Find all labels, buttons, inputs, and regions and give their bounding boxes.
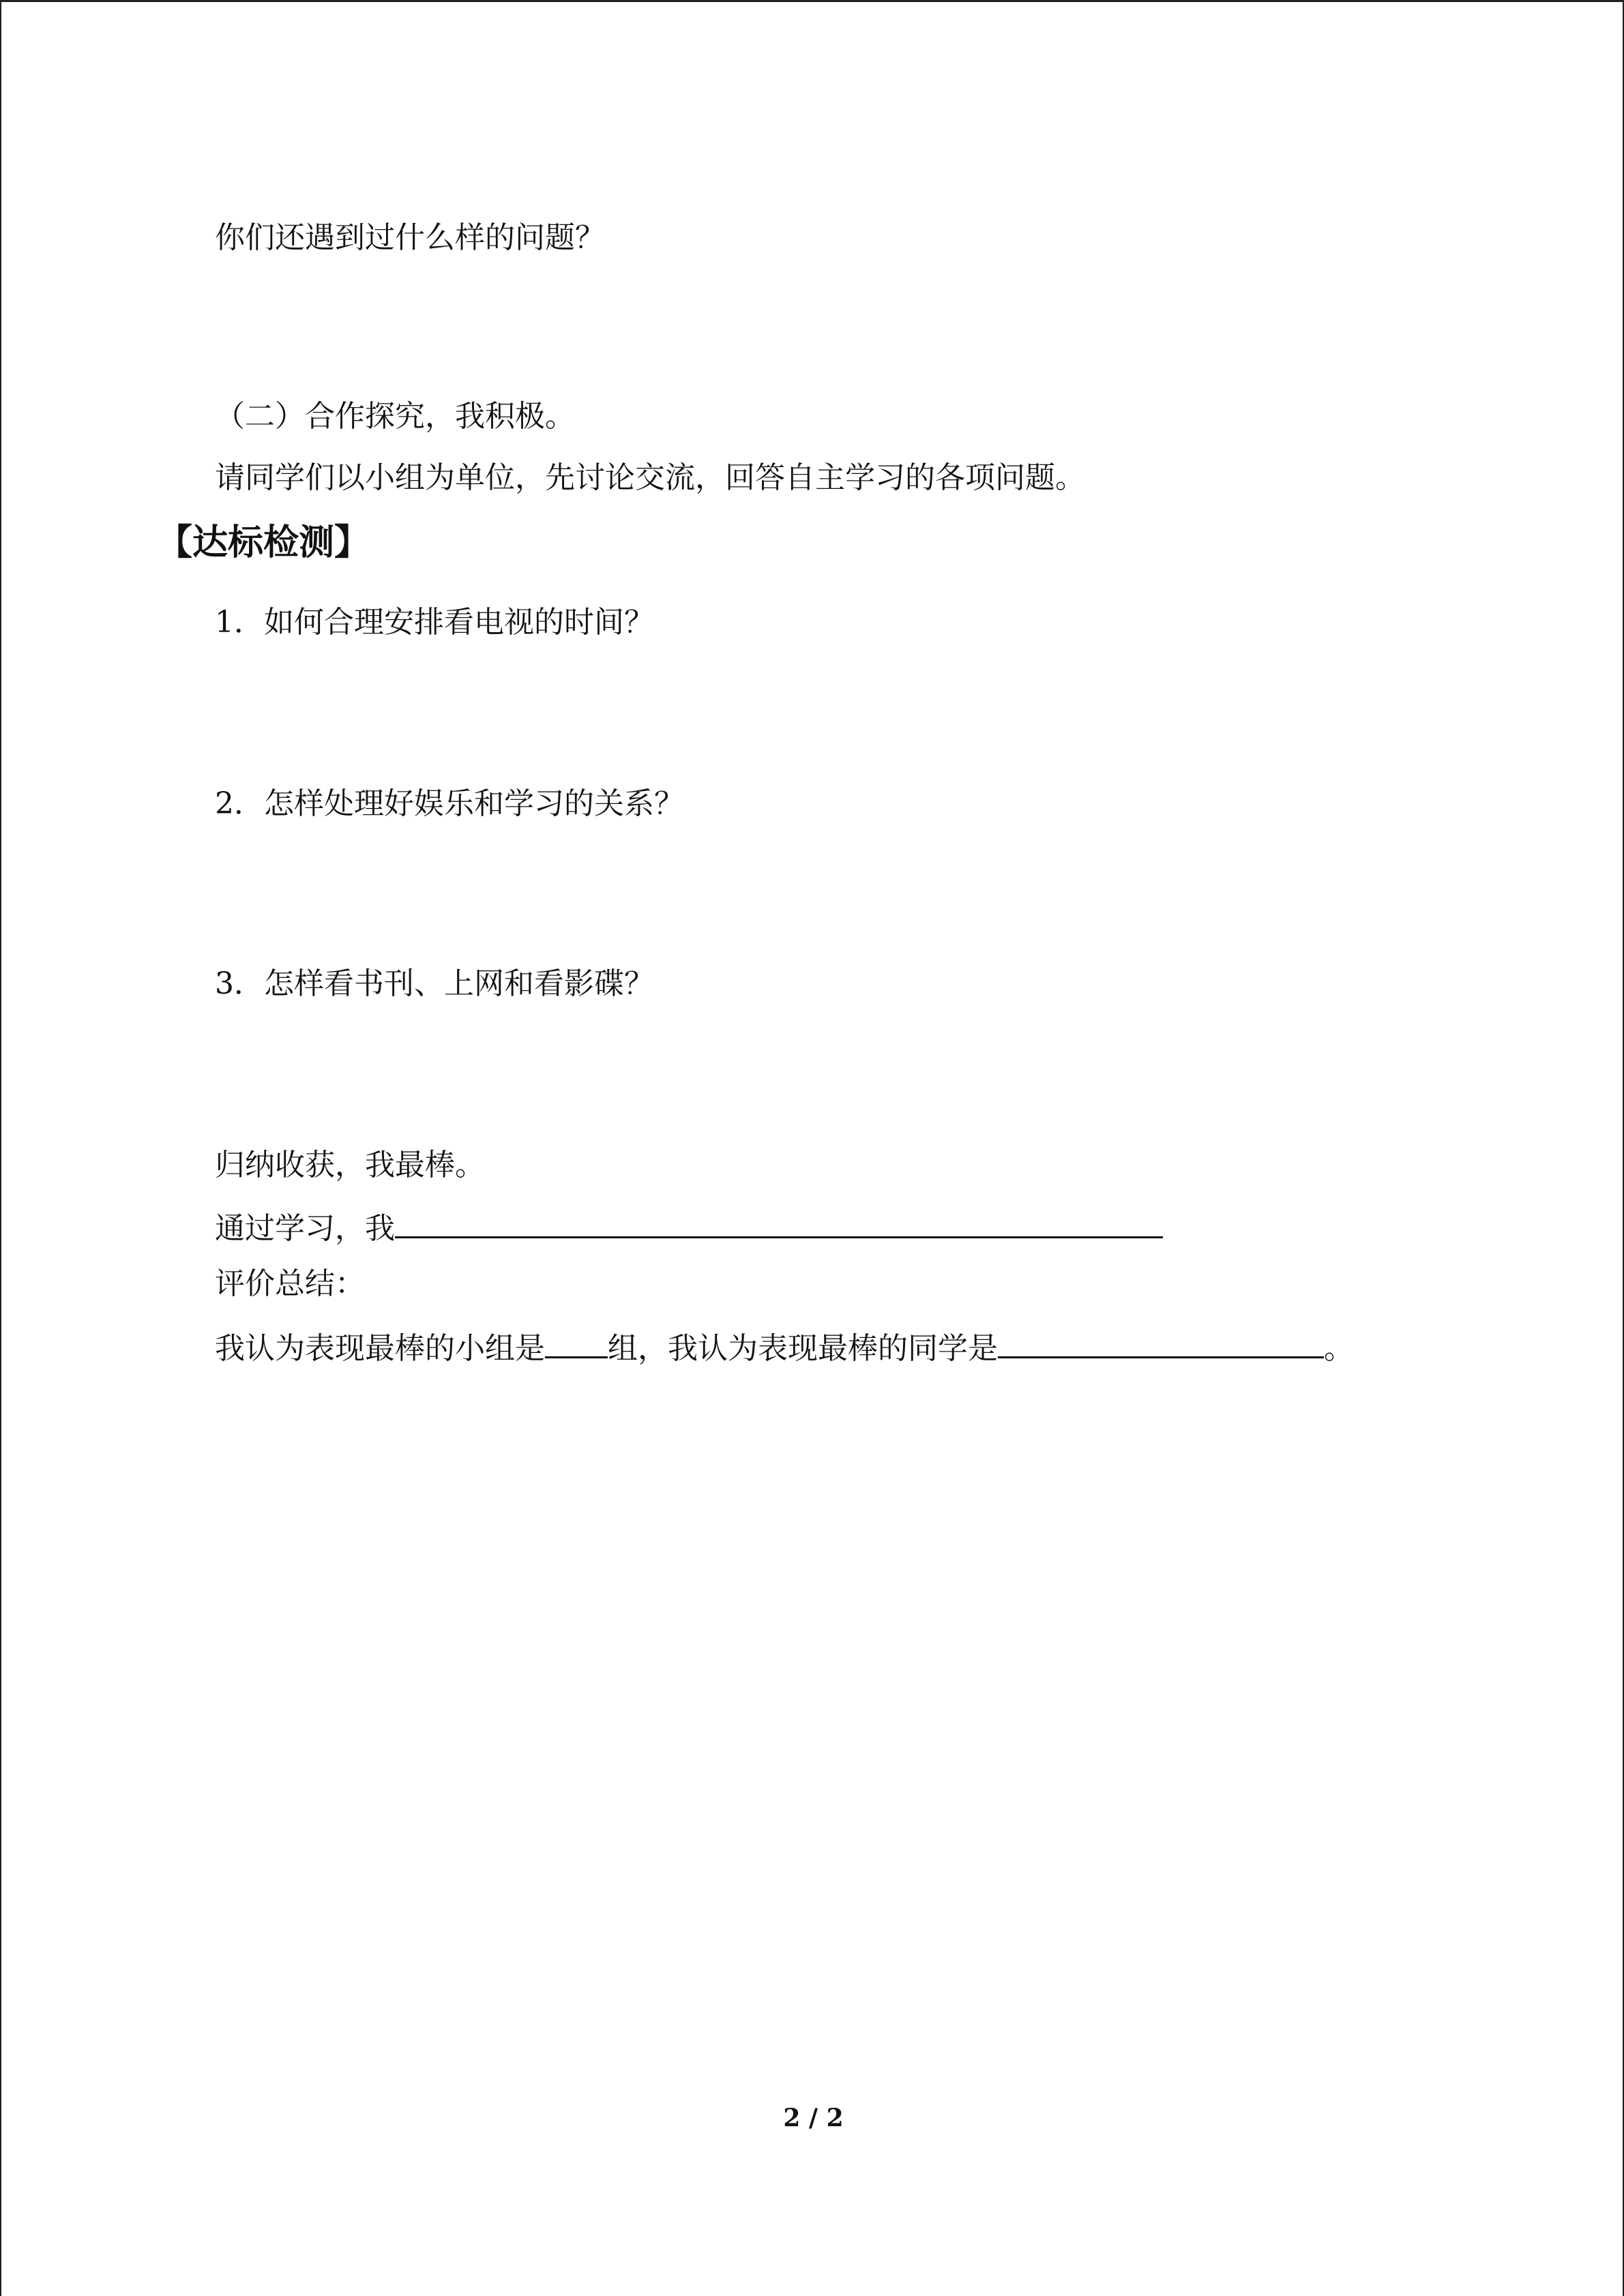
best-group-blank[interactable] [545,1325,608,1358]
section-cooperative-instruction: 请同学们以小组为单位，先讨论交流，回答自主学习的各项问题。 [215,460,1085,495]
eval-end: 。 [1324,1331,1354,1366]
summary-prefix: 通过学习，我 [215,1211,395,1246]
question-problems: 你们还遇到过什么样的问题？ [215,220,605,255]
eval-text-2: 组，我认为表现最棒的同学是 [608,1331,998,1366]
question-2: 2．怎样处理好娱乐和学习的关系？ [215,786,684,821]
summary-title: 归纳收获，我最棒。 [215,1148,485,1182]
best-student-blank[interactable] [998,1325,1324,1358]
heading-check: 【达标检测】 [157,522,370,563]
section-cooperative-title: （二）合作探究，我积极。 [215,399,575,434]
summary-answer-blank[interactable] [395,1205,1163,1238]
question-1: 1．如何合理安排看电视的时间？ [215,605,654,640]
evaluation-title: 评价总结： [215,1266,365,1301]
summary-line [215,1205,1163,1249]
eval-text-1: 我认为表现最棒的小组是 [215,1331,545,1366]
page-number: 2 / 2 [783,2104,844,2132]
question-3: 3．怎样看书刊、上网和看影碟？ [215,966,654,1001]
evaluation-line [215,1325,1354,1369]
